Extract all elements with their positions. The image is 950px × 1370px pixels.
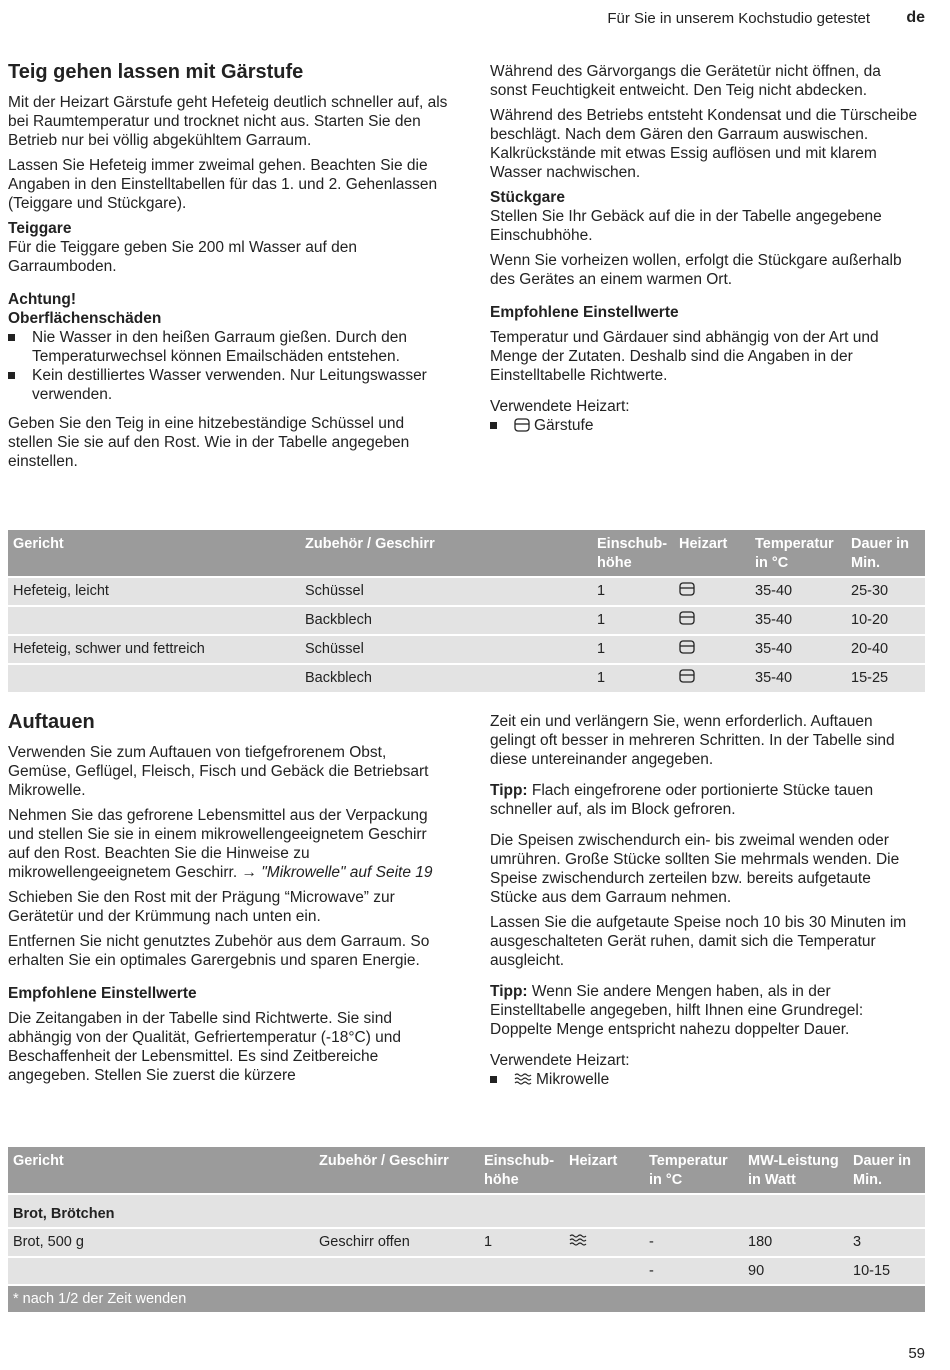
- col-header-dish: Gericht: [8, 530, 300, 577]
- tip-2-label: Tipp:: [490, 983, 528, 1000]
- heating-mode-name: Gärstufe: [534, 417, 594, 434]
- cell-temperature: 35-40: [750, 606, 846, 635]
- stueckgare-text-1: Stellen Sie Ihr Gebäck auf die in der Tabelle angegebene Einschubhöhe.: [490, 208, 882, 244]
- microwave-icon: [514, 1072, 532, 1086]
- cell-mw-power: 180: [743, 1228, 848, 1257]
- section2-paragraph-3: Schieben Sie den Rost mit der Prägung “Microwave” zur Gerätetür und der Krümmung nach unten ein.: [8, 889, 395, 925]
- header-title: Für Sie in unserem Kochstudio getestet: [607, 10, 870, 27]
- warning-item: Kein destilliertes Wasser verwenden. Nur Leitungswasser verwenden.: [8, 366, 448, 404]
- cell-heating: [564, 1257, 644, 1285]
- section2-paragraph-5: Die Zeitangaben in der Tabelle sind Richtwerte. Sie sind abhängig von der Qualität, Gefriertemperatur (-18°C) und Beschaffenheit der Lebensmittel. Es sind Zeitbereiche angegeben. Stellen Sie zuerst die kürzere: [8, 1010, 402, 1084]
- section1-title: Teig gehen lassen mit Gärstufe: [8, 61, 304, 83]
- col-header-accessory: Zubehör / Geschirr: [314, 1147, 479, 1194]
- section2-intro: Verwenden Sie zum Auftauen von tiefgefrorenem Obst, Gemüse, Geflügel, Fleisch, Fisch und Gebäck die Betriebsart Mikrowelle.: [8, 744, 429, 799]
- table-footnote-row: [8, 1285, 925, 1312]
- cell-level: 1: [479, 1228, 564, 1257]
- col-header-level: Einschub- höhe: [479, 1147, 564, 1194]
- page-header: [0, 6, 950, 28]
- cell-level: 1: [592, 577, 674, 606]
- cell-temperature: -: [644, 1228, 743, 1257]
- col-header-duration: Dauer in Min.: [846, 530, 925, 577]
- section2-left-column: [8, 710, 448, 1091]
- recommended-settings-text: Temperatur und Gärdauer sind abhängig von der Art und Menge der Zutaten. Deshalb sind die Angaben in der Einstelltabelle Richtwerte.: [490, 329, 879, 384]
- proofing-icon: [679, 582, 695, 596]
- table-row: [8, 577, 925, 606]
- heating-mode-label-2: Verwendete Heizart:: [490, 1052, 630, 1069]
- table-row: [8, 1257, 925, 1285]
- proofing-table: [8, 530, 925, 692]
- col-header-heating: Heizart: [564, 1147, 644, 1194]
- tip-1: [490, 781, 920, 819]
- col-header-temperature: Temperatur in °C: [750, 530, 846, 577]
- stueckgare-heading: Stückgare: [490, 189, 565, 206]
- cell-temperature: 35-40: [750, 635, 846, 664]
- section2-paragraph-4: Entfernen Sie nicht genutztes Zubehör aus dem Garraum. So erhalten Sie ein optimales Garergebnis und sparen Energie.: [8, 933, 430, 969]
- section1-paragraph-4: Während des Gärvorgangs die Gerätetür nicht öffnen, da sonst Feuchtigkeit entweicht. Den Teig nicht abdecken.: [490, 63, 881, 99]
- recommended-settings-heading: Empfohlene Einstellwerte: [490, 304, 679, 321]
- teiggare-heading: Teiggare: [8, 220, 72, 237]
- cell-heating: [564, 1228, 644, 1257]
- tip-2-text: Wenn Sie andere Mengen haben, als in der Einstelltabelle angegeben, hilft Ihnen eine Grundregel: Doppelte Menge entspricht nahezu doppelter Dauer.: [490, 983, 864, 1038]
- cell-accessory: Geschirr offen: [314, 1228, 479, 1257]
- cell-duration: 10-20: [846, 606, 925, 635]
- cell-duration: 15-25: [846, 664, 925, 692]
- group-label: Brot, Brötchen: [8, 1194, 925, 1228]
- cell-dish: Brot, 500 g: [8, 1228, 314, 1257]
- cell-heating: [674, 606, 750, 635]
- col-header-mw-power: MW-Leistung in Watt: [743, 1147, 848, 1194]
- cell-level: 1: [592, 664, 674, 692]
- cell-heating: [674, 577, 750, 606]
- col-header-temperature: Temperatur in °C: [644, 1147, 743, 1194]
- heating-mode-label: Verwendete Heizart:: [490, 398, 630, 415]
- table-row: [8, 1228, 925, 1257]
- cell-accessory: Schüssel: [300, 577, 592, 606]
- section2-title: Auftauen: [8, 711, 95, 733]
- table-row: [8, 635, 925, 664]
- stueckgare-text-2: Wenn Sie vorheizen wollen, erfolgt die Stückgare außerhalb des Gerätes an einem warmen Ort.: [490, 252, 902, 288]
- section1-right-column: [490, 62, 920, 445]
- header-lang: de: [906, 9, 925, 26]
- page-number: 59: [908, 1345, 925, 1362]
- table-header-row: [8, 530, 925, 577]
- microwave-icon: [569, 1233, 587, 1247]
- heating-mode-list: [490, 416, 920, 435]
- cell-accessory: Backblech: [300, 664, 592, 692]
- cell-accessory: Backblech: [300, 606, 592, 635]
- cell-temperature: 35-40: [750, 664, 846, 692]
- section2-paragraph-2-text: Nehmen Sie das gefrorene Lebensmittel aus der Verpackung und stellen Sie sie in einem mikrowellengeeignetem Geschirr auf den Rost. Beachten Sie die Hinweise zu mikrowellengeeignetem Geschirr.: [8, 807, 428, 881]
- section2-paragraph-8: Lassen Sie die aufgetaute Speise noch 10 bis 30 Minuten im ausgeschalteten Gerät ruhen, damit sich die Temperatur ausgleicht.: [490, 914, 907, 969]
- col-header-heating: Heizart: [674, 530, 750, 577]
- tip-2: [490, 982, 920, 1039]
- cell-dish: [8, 664, 300, 692]
- cell-level: [479, 1257, 564, 1285]
- arrow-right-icon: →: [241, 864, 257, 881]
- table-header-row: [8, 1147, 925, 1194]
- page-reference-link[interactable]: "Mikrowelle" auf Seite 19: [261, 864, 433, 881]
- cell-temperature: 35-40: [750, 577, 846, 606]
- section2-paragraph-7: Die Speisen zwischendurch ein- bis zweimal wenden oder umrühren. Große Stücke sollten Sie mehrmals wenden. Die Speise zwischendurch zerteilen bzw. bereits aufgetaute Stücke aus dem Garraum nehmen.: [490, 832, 900, 906]
- section2-right-column: [490, 712, 920, 1099]
- tip-1-label: Tipp:: [490, 782, 528, 799]
- heating-mode-list-2: [490, 1070, 920, 1089]
- cell-duration: 10-15: [848, 1257, 925, 1285]
- cell-duration: 3: [848, 1228, 925, 1257]
- col-header-accessory: Zubehör / Geschirr: [300, 530, 592, 577]
- cell-duration: 25-30: [846, 577, 925, 606]
- proofing-icon: [679, 669, 695, 683]
- cell-temperature: -: [644, 1257, 743, 1285]
- cell-level: 1: [592, 606, 674, 635]
- section2-paragraph-6: Zeit ein und verlängern Sie, wenn erforderlich. Auftauen gelingt oft besser in mehreren Schritten. In der Tabelle sind diese untereinander angegeben.: [490, 713, 895, 768]
- section1-intro: Mit der Heizart Gärstufe geht Hefeteig deutlich schneller auf, als bei Raumtemperatur und trocknet nicht aus. Starten Sie den Betrieb nur bei völlig abgekühltem Garraum.: [8, 94, 448, 149]
- heating-mode-item: [490, 416, 920, 435]
- tip-1-text: Flach eingefrorene oder portionierte Stücke tauen schneller auf, als im Block gefroren.: [490, 782, 874, 818]
- cell-accessory: [314, 1257, 479, 1285]
- teiggare-text: Für die Teiggare geben Sie 200 ml Wasser auf den Garraumboden.: [8, 239, 357, 275]
- table-footnote: * nach 1/2 der Zeit wenden: [8, 1285, 925, 1312]
- cell-heating: [674, 664, 750, 692]
- section1-paragraph-5: Während des Betriebs entsteht Kondensat und die Türscheibe beschlägt. Nach dem Gären den Garraum auswischen. Kalkrückstände mit etwas Essig auflösen und mit klarem Wasser nachwischen.: [490, 107, 918, 181]
- cell-level: 1: [592, 635, 674, 664]
- warning-heading: Achtung!: [8, 291, 77, 308]
- warning-item: Nie Wasser in den heißen Garraum gießen. Durch den Temperaturwechsel können Emailschäden entstehen.: [8, 328, 448, 366]
- proofing-icon: [679, 640, 695, 654]
- table-row: [8, 664, 925, 692]
- section2-settings-heading: Empfohlene Einstellwerte: [8, 985, 197, 1002]
- col-header-duration: Dauer in Min.: [848, 1147, 925, 1194]
- cell-accessory: Schüssel: [300, 635, 592, 664]
- heating-mode-name-2: Mikrowelle: [536, 1071, 610, 1088]
- table-row: [8, 606, 925, 635]
- cell-mw-power: 90: [743, 1257, 848, 1285]
- section2-paragraph-2: [8, 806, 448, 882]
- section1-paragraph-2: Lassen Sie Hefeteig immer zweimal gehen. Beachten Sie die Angaben in den Einstelltabellen für das 1. und 2. Gehenlassen (Teiggare und Stückgare).: [8, 157, 438, 212]
- col-header-level: Einschub- höhe: [592, 530, 674, 577]
- proofing-icon: [679, 611, 695, 625]
- cell-duration: 20-40: [846, 635, 925, 664]
- warning-subheading: Oberflächenschäden: [8, 310, 162, 327]
- proofing-icon: [514, 418, 530, 432]
- cell-dish: [8, 606, 300, 635]
- heating-mode-item-2: [490, 1070, 920, 1089]
- cell-dish: Hefeteig, leicht: [8, 577, 300, 606]
- cell-heating: [674, 635, 750, 664]
- cell-dish: [8, 1257, 314, 1285]
- section1-left-column: [8, 60, 448, 477]
- defrost-table: [8, 1147, 925, 1312]
- cell-dish: Hefeteig, schwer und fettreich: [8, 635, 300, 664]
- warning-list: [8, 328, 448, 404]
- table-group-row: [8, 1194, 925, 1228]
- col-header-dish: Gericht: [8, 1147, 314, 1194]
- section1-paragraph-3: Geben Sie den Teig in eine hitzebeständige Schüssel und stellen Sie sie auf den Rost. Wie in der Tabelle angegeben einstellen.: [8, 415, 410, 470]
